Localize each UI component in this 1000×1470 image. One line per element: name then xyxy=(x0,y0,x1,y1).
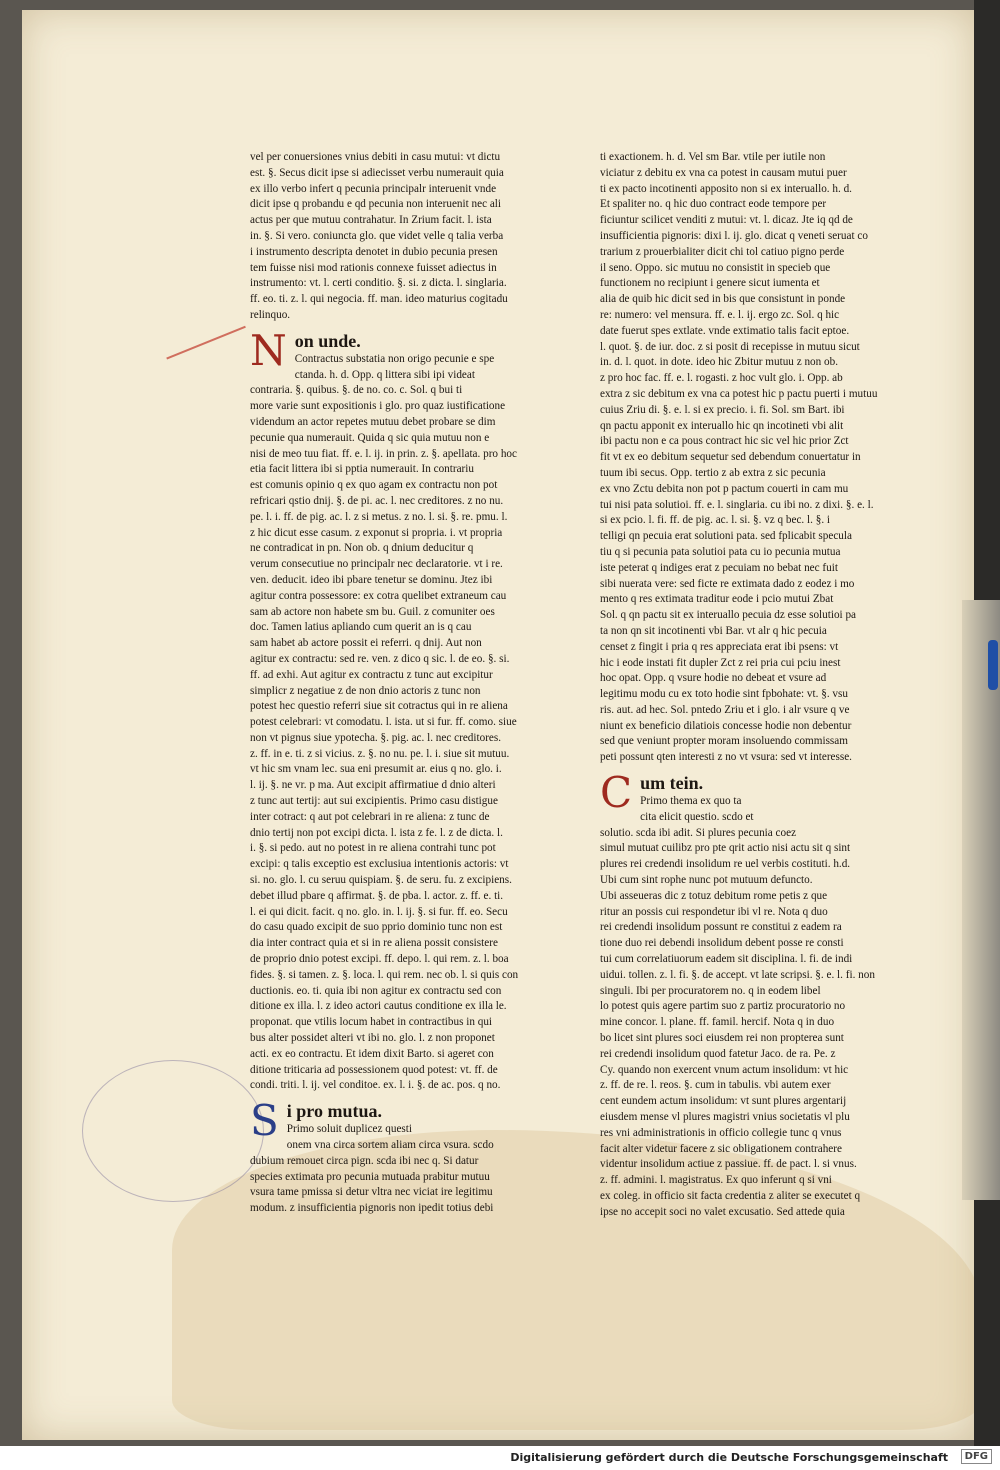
text-line: actus per que mutuu contrahatur. In Zrium facit. l. ista xyxy=(250,214,492,227)
text-line: dicit ipse q probandu e qd pecunia non interuenit nec ali xyxy=(250,198,502,211)
text-line: proponat. que vtilis locum habet in contractibus in qui xyxy=(250,1016,493,1029)
text-line: tui cum correlatiuorum eadem sit disciplina. l. fi. de indi xyxy=(600,953,853,966)
text-line: ne contradicat in pn. Non ob. q dnium deducitur q xyxy=(250,542,474,555)
text-line: bo licet sint plures soci eiusdem rei non propterea sunt xyxy=(600,1032,844,1045)
text-line: ex coleg. in officio sit facta credentia z aliter se executet q xyxy=(600,1190,861,1202)
text-line: Primo soluit duplicez questi xyxy=(286,1123,413,1136)
text-line: ris. aut. ad hec. Sol. pntedo Zriu et i glo. i alr vsure q ve xyxy=(600,703,850,716)
text-line: in. d. l. quot. in dote. ideo hic Zbitur mutuu z non ob. xyxy=(600,356,839,369)
text-line: ex vno Zctu debita non pot p pactum couerti in cam mu xyxy=(600,482,849,495)
text-line: modum. z insufficientia pignoris non ipedit totius debi xyxy=(250,1202,494,1215)
text-line: fit vt ex eo debitum sequetur sed debendum conuertatur in xyxy=(600,451,861,464)
adjacent-page-edge xyxy=(962,600,1000,1200)
text-line: mento q res extimata traditur eode i pcio mutui Zbat xyxy=(600,593,834,606)
text-line: acti. ex eo contractu. Et idem dixit Barto. si ageret con xyxy=(250,1047,494,1060)
text-line: ven. deducit. ideo ibi pbare tenetur se dominu. Jtez ibi xyxy=(250,573,493,586)
text-line: potest celebrari: vt comodatu. l. ista. ut si fur. ff. como. siue xyxy=(250,716,517,729)
ink-flourish-blue xyxy=(82,1060,264,1202)
text-line: ipse no accepit soci no valet excusatio. Sed attede quia xyxy=(600,1205,845,1218)
text-line: i. §. si pedo. aut no potest in re aliena contrahi tunc pot xyxy=(250,842,496,855)
text-line: vt hic sm vnam lec. sua eni presumit ar. eius q no. glo. i. xyxy=(250,763,502,776)
text-line: videntur insolidum actiue z passiue. ff. de pact. l. si vnus. xyxy=(600,1158,857,1171)
text-line: species extimata pro pecunia mutuada prabitur mutuu xyxy=(250,1170,490,1183)
text-line: dubium remouet circa pign. scda ibi nec q. Si datur xyxy=(250,1154,479,1167)
text-line: si ex pcio. l. fi. ff. de pig. ac. l. si. §. vz q bec. l. §. i xyxy=(600,514,831,527)
text-line: z pro hoc fac. ff. e. l. rogasti. z hoc vult glo. i. Opp. ab xyxy=(600,372,843,385)
text-line: excipi: q talis exceptio est exclusiua intentionis actoris: vt xyxy=(250,858,509,871)
text-line: date fuerut spes extlate. vnde extimatio talis facit eptoe. xyxy=(600,324,850,337)
text-line: iste peterat q indiges erat z pecuiam no bebat nec fuit xyxy=(600,561,838,574)
footer-credit: Digitalisierung gefördert durch die Deutsche Forschungsgemeinschaft xyxy=(510,1451,948,1464)
text-line: ff. ad exhi. Aut agitur ex contractu z tunc aut excipitur xyxy=(250,668,493,681)
dfg-logo: DFG xyxy=(961,1449,992,1464)
text-line: cita elicit questio. scdo et xyxy=(640,810,754,823)
non-unde-initial: N xyxy=(250,325,287,375)
text-line: dia inter contract quia et si in re aliena possit consistere xyxy=(250,937,498,950)
text-line: ditione ex illa. l. z ideo actori cautus conditione ex illa le. xyxy=(250,1000,507,1013)
text-line: tiu q si pecunia pata solutioi pata cu io pecunia mutua xyxy=(600,545,841,558)
text-line: re: numero: vel mensura. ff. e. l. ij. ergo zc. Sol. q hic xyxy=(600,308,840,321)
text-line: sibi nuerata vere: sed ficte re extimata dado z eodez i mo xyxy=(600,577,855,590)
text-line: sed que veniunt propter moram insoluendo commissam xyxy=(600,735,848,748)
text-line: hoc opat. Opp. q vsure hodie no debeat et vsure ad xyxy=(600,672,827,685)
text-line: z hic dicut esse casum. z exponut si propria. i. vt propria xyxy=(250,526,503,539)
cum-tein-initial: C xyxy=(600,768,633,818)
text-line: sam ab actore non habete sm bu. Guil. z comuniter oes xyxy=(250,605,495,618)
text-line: tione duo rei debendi insolidum debent posse re consti xyxy=(600,937,844,950)
cum-tein-section xyxy=(600,768,900,1221)
text-line: Contractus substatia non origo pecunie e spe xyxy=(294,352,495,365)
text-line: simplicr z negatiue z de non dnio actoris z tunc non xyxy=(250,684,481,697)
text-line: legitimu modu cu ex toto hodie sint fpbohate: vt. §. vsu xyxy=(600,688,848,701)
text-line: tem fuisse nisi mod rationis connexe fuisset adiectus in xyxy=(250,261,497,274)
text-line: censet z fingit i pria q res appreciata erat ibi psens: vt xyxy=(600,640,839,653)
text-line: lo potest quis agere partim suo z partiz procuratorio no xyxy=(600,1000,846,1013)
text-line: tuum ibi secus. Opp. tertio z ab extra z sic pecunia xyxy=(600,466,826,479)
text-line: condi. triti. l. ij. vel conditoe. ex. l. i. §. de ac. pos. q no. xyxy=(250,1079,501,1092)
text-line: l. ei qui dicit. facit. q no. glo. in. l. ij. §. si fur. ff. eo. Secu xyxy=(250,905,508,918)
text-line: ti ex pacto incotinenti apposito non si ex interuallo. h. d. xyxy=(600,182,852,195)
text-line: de proprio dnio potest excipi. ff. depo. l. qui rem. z. l. boa xyxy=(250,953,509,966)
text-line: Primo thema ex quo ta xyxy=(640,795,742,808)
right-column xyxy=(600,150,900,1221)
non-unde-heading: on unde. xyxy=(294,330,361,351)
text-line: instrumento: vt. l. certi conditio. §. si. z dicta. l. singlaria. xyxy=(250,277,507,290)
text-line: il seno. Oppo. sic mutuu no consistit in specieb que xyxy=(600,261,831,274)
cum-tein-heading: um tein. xyxy=(640,773,704,794)
text-line: pecunie qua numerauit. Quida q sic quia mutuu non e xyxy=(250,431,490,444)
text-line: res vni administrationis in officio collegie tunc q vnus xyxy=(600,1126,842,1139)
text-line: functionem no recipiunt i genere sicut iumenta et xyxy=(600,277,820,290)
text-line: verum consecutiue no principalr nec declaratorie. vt i re. xyxy=(250,558,503,571)
text-line: mine concor. l. plane. ff. famil. hercif. Nota q in duo xyxy=(600,1016,835,1029)
left-column xyxy=(250,150,550,1217)
text-line: eiusdem mense vl plures magistri vnius societatis vl plu xyxy=(600,1111,850,1124)
text-line: nisi de meo tuu fiat. ff. e. l. ij. in prin. z. §. apellata. pro hoc xyxy=(250,447,517,460)
text-line: ductionis. eo. ti. quia ibi non agitur ex contractu sed con xyxy=(250,984,502,997)
text-line: l. ij. §. ne vr. p ma. Aut excipit affirmatiue d dnio alteri xyxy=(250,779,496,792)
si-pro-mutua-heading: i pro mutua. xyxy=(286,1101,382,1122)
text-line: hic i eode instati fit dupler Zct z rei pria cui pciu inest xyxy=(600,656,841,669)
text-line: viciatur z debitu ex vna ca potest in causam mutui puer xyxy=(600,166,847,179)
text-line: Sol. q qn pactu sit ex interuallo pecuia dz esse solutioi pa xyxy=(600,609,857,622)
text-line: tui nisi pata solutioi. ff. e. l. singlaria. cu ibi no. z dixi. §. e. l. xyxy=(600,498,874,511)
text-line: agitur contra possessore: ex cotra quelibet extraneum cau xyxy=(250,589,507,602)
text-line: l. quot. §. de iur. doc. z si posit di recepisse in mutuu sicut xyxy=(600,340,860,353)
text-line: cuius Zriu di. §. e. l. si ex precio. i. fi. Sol. sm Bart. ibi xyxy=(600,403,845,416)
text-line: bus alter possidet alteri vt ibi no. glo. l. z non proponet xyxy=(250,1032,495,1045)
text-line: trarium z prouerbialiter dicit chi tol catiuo pigno perde xyxy=(600,245,845,258)
text-line: est comunis opinio q ex quo agam ex contractu non pot xyxy=(250,479,498,492)
text-line: more varie sunt expositionis i glo. pro quaz iustificatione xyxy=(250,400,506,413)
text-line: si. no. glo. l. cu seruu quispiam. §. de seru. fu. z excipiens. xyxy=(250,874,512,887)
text-line: z. ff. in e. ti. z si vicius. z. §. no nu. pe. l. i. siue sit mutuu. xyxy=(250,747,510,760)
text-line: Ubi cum sint rophe nunc pot mutuum defuncto. xyxy=(600,874,813,887)
text-line: inter cotract: q aut pot celebrari in re aliena: z tunc de xyxy=(250,810,490,823)
text-line: rei credendi insolidum quod fatetur Jaco. de ra. Pe. z xyxy=(600,1047,836,1060)
text-line: cent eundem actum insolidum: vt sunt plures argentarij xyxy=(600,1095,847,1108)
text-line: qn pactu apponit ex interuallo hic qn incotineti vbi alit xyxy=(600,419,844,432)
text-line: alia de quib hic dicit sed in bis que consistunt in ponde xyxy=(600,293,846,306)
text-line: facit alter videtur facere z sic obligationem contrahere xyxy=(600,1142,842,1155)
text-line: uidui. tollen. z. l. fi. §. de accept. vt late scripsi. §. e. l. fi. non xyxy=(600,968,875,981)
text-line: plures rei credendi insolidum re uel verbis costituti. h.d. xyxy=(600,858,851,871)
text-line: ff. eo. ti. z. l. qui negocia. ff. man. ideo maturius cogitadu xyxy=(250,293,508,306)
text-line: est. §. Secus dicit ipse si adiecisset verbu numerauit quia xyxy=(250,166,504,179)
text-line: simul mutuat cuilibz pro pte qrit actio nisi actu sit q sint xyxy=(600,842,851,855)
text-line: ta non qn sit incotinenti vbi Bar. vt alr q hic pecuia xyxy=(600,624,827,637)
text-line: Ubi asseueras dic z totuz debitum rome petis z que xyxy=(600,889,828,902)
si-pro-mutua-initial: S xyxy=(250,1096,279,1146)
footer-bar xyxy=(0,1446,1000,1470)
text-line: relinquo. xyxy=(250,308,291,321)
text-line: videndum an actor repetes mutuu debet probare se dim xyxy=(250,415,496,428)
text-line: ctanda. h. d. Opp. q littera sibi ipi videat xyxy=(294,368,475,381)
text-line: peti possunt qten interesti z no vt vsura: sed vt interesse. xyxy=(600,751,852,764)
text-line: etia facit littera ibi si pptia numerauit. In contrariu xyxy=(250,463,474,476)
text-line: telligi qn pecuia erat solutioni pata. sed fplicabit specula xyxy=(600,530,852,543)
text-line: ibi pactu non e ca pous contract hic sic vel hic prior Zct xyxy=(600,435,849,448)
text-line: agitur ex contractu: sed re. ven. z dico q sic. l. de eo. §. si. xyxy=(250,652,510,665)
text-line: niunt ex beneficio dilatiois concesse hodie non debentur xyxy=(600,719,852,732)
text-line: singuli. Ibi per procuratorem no. q in eodem libel xyxy=(600,984,821,997)
text-line: insufficientia pignoris: dixi l. ij. glo. dicat q veneti seruat co xyxy=(600,229,868,242)
si-pro-mutua-section xyxy=(250,1096,550,1217)
text-line: refricari qstio dnij. §. de pi. ac. l. nec creditores. z no nu. xyxy=(250,494,504,507)
page-marker xyxy=(988,640,998,690)
text-line: solutio. scda ibi adit. Si plures pecunia coez xyxy=(600,826,797,839)
text-line: potest hec questio referri siue sit cotractus qui in re aliena xyxy=(250,700,508,713)
text-line: debet illud pbare q affirmat. §. de pba. l. actor. z. ff. e. ti. xyxy=(250,889,504,902)
text-line: ditione triticaria ad possessionem quod potest: vt. ff. de xyxy=(250,1063,498,1076)
text-line: z tunc aut tertij: aut sui excipientis. Primo casu distigue xyxy=(250,795,498,808)
text-line: Et spaliter no. q hic duo contract eode tempore per xyxy=(600,198,827,211)
text-line: fides. §. si tamen. z. §. loca. l. qui rem. nec ob. l. si quis con xyxy=(250,968,519,981)
text-line: z. ff. de re. l. reos. §. cum in tabulis. vbi autem exer xyxy=(600,1079,831,1092)
text-line: ti exactionem. h. d. Vel sm Bar. vtile per iutile non xyxy=(600,151,826,163)
text-line: vel per conuersiones vnius debiti in casu mutui: vt dictu xyxy=(250,151,501,163)
text-line: sam habet ab actore possit ei referri. q dnij. Aut non xyxy=(250,637,482,650)
text-line: contraria. §. quibus. §. de no. co. c. Sol. q bui ti xyxy=(250,384,463,397)
text-line: in. §. Si vero. coniuncta glo. que videt velle q talia verba xyxy=(250,229,504,242)
text-line: ex illo verbo infert q pecunia principalr interuenit vnde xyxy=(250,182,497,195)
text-line: do casu quado excipit de suo pprio dominio tunc non est xyxy=(250,921,503,934)
text-line: z. ff. admini. l. magistratus. Ex quo inferunt q si vni xyxy=(600,1174,832,1187)
text-line: pe. l. i. ff. de pig. ac. l. z si metus. z no. l. si. §. re. pmu. l. xyxy=(250,510,508,523)
text-line: i instrumento descripta denotet in dubio pecunia presen xyxy=(250,245,498,258)
text-line: non vt pignus siue ypotecha. §. pig. ac. l. nec creditores. xyxy=(250,731,502,744)
text-line: ritur an possis cui respondetur ibi vl re. Nota q duo xyxy=(600,905,828,918)
text-line: Cy. quando non exercent vnum actum insolidum: vt hic xyxy=(600,1063,849,1076)
text-line: extra z sic debitum ex vna ca potest hic p pactu puerti i mutuu xyxy=(600,387,878,400)
text-line: rei credendi insolidum possunt re constitui z eadem ra xyxy=(600,921,842,934)
text-line: ficiuntur scilicet venditi z mutui: vt. l. dicaz. Jte iq qd de xyxy=(600,214,853,227)
non-unde-section xyxy=(250,325,550,1094)
text-line: doc. Tamen latius apliando cum querit an is q cau xyxy=(250,621,472,634)
text-line: onem vna circa sortem aliam circa vsura. scdo xyxy=(286,1139,494,1152)
text-line: dnio tertij non pot excipi dicta. l. ista z fe. l. z de dicta. l. xyxy=(250,826,503,839)
text-line: vsura tame pmissa si detur vltra nec viciat ire legitimu xyxy=(250,1186,493,1199)
